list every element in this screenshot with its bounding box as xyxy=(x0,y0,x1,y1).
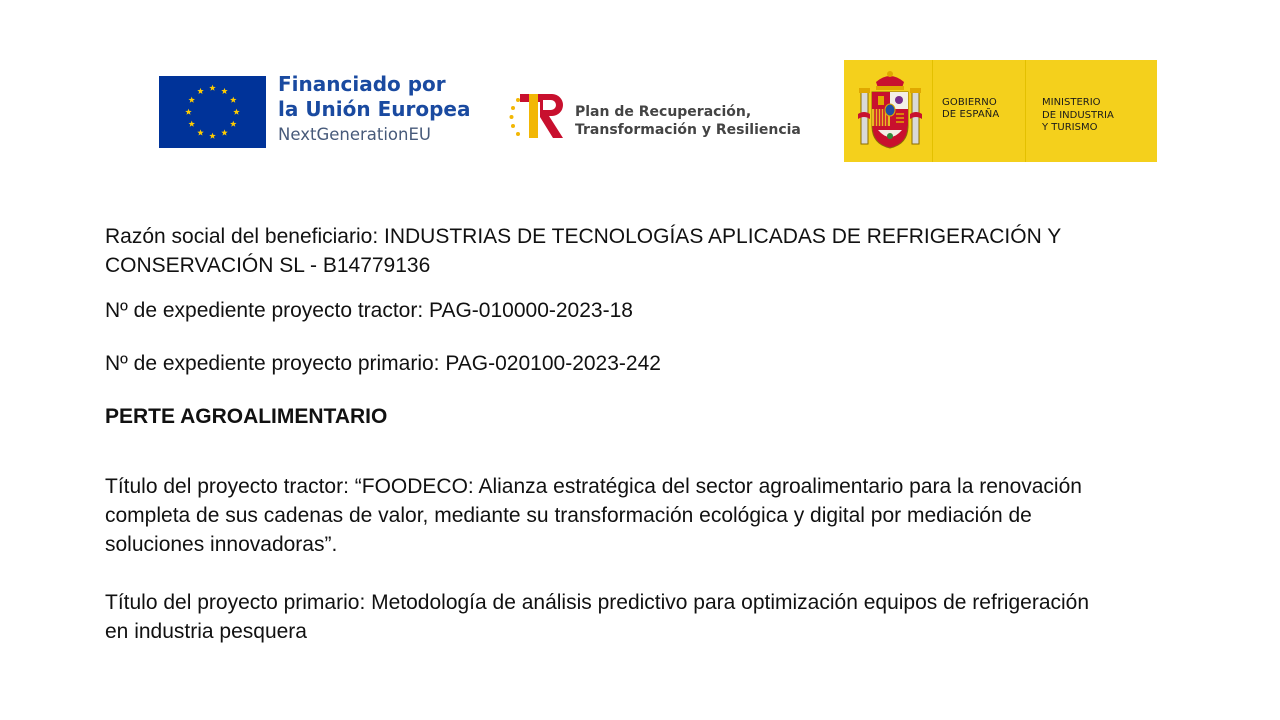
government-name xyxy=(942,97,999,121)
eu-star-icon xyxy=(230,121,236,127)
primary-project-title xyxy=(105,588,1215,646)
recovery-plan-logo xyxy=(509,90,809,144)
recovery-plan-line1: Plan de Recuperación, xyxy=(575,104,752,120)
primary-title-line2: en industria pesquera xyxy=(105,620,307,643)
eu-logo-text xyxy=(278,72,470,147)
tractor-file-number: Nº de expediente proyecto tractor: PAG-010000-2023-18 xyxy=(105,299,633,322)
tractor-title-line3: soluciones innovadoras”. xyxy=(105,533,338,556)
eu-star-icon xyxy=(197,88,203,94)
tractor-title-line2: completa de sus cadenas de valor, mediante su transformación ecológica y digital por mediación de xyxy=(105,504,1032,527)
ministry-name-line2: DE INDUSTRIA xyxy=(1042,109,1114,121)
ministry-name-line3: Y TURISMO xyxy=(1042,122,1098,133)
primary-file-number: Nº de expediente proyecto primario: PAG-020100-2023-242 xyxy=(105,352,661,375)
tractor-project-title xyxy=(105,472,1215,559)
eu-logo-line2: la Unión Europea xyxy=(278,97,471,121)
eu-star-icon xyxy=(221,129,227,135)
perte-heading: PERTE AGROALIMENTARIO xyxy=(105,405,388,428)
logo-divider xyxy=(1025,60,1026,162)
eu-funding-logo xyxy=(159,70,469,154)
eu-star-icon xyxy=(197,129,203,135)
government-name-line2: DE ESPAÑA xyxy=(942,109,1000,120)
eu-star-icon xyxy=(188,97,194,103)
beneficiary-line2: CONSERVACIÓN SL - B14779136 xyxy=(105,254,431,277)
eu-logo-line1: Financiado por xyxy=(278,72,446,96)
ministry-name xyxy=(1042,97,1114,135)
ministry-name-line1: MINISTERIO xyxy=(1042,97,1101,108)
eu-star-icon xyxy=(209,133,215,139)
recovery-plan-text xyxy=(575,103,801,139)
eu-star-icon xyxy=(230,97,236,103)
spain-government-logo xyxy=(844,60,1157,162)
government-name-line1: GOBIERNO xyxy=(942,97,997,108)
eu-star-icon xyxy=(209,85,215,91)
eu-logo-line3: NextGenerationEU xyxy=(278,125,431,144)
tractor-title-line1: Título del proyecto tractor: “FOODECO: Alianza estratégica del sector agroalimentario para la renovación xyxy=(105,475,1082,498)
eu-star-icon xyxy=(188,121,194,127)
eu-star-icon xyxy=(233,109,239,115)
eu-flag-icon xyxy=(159,76,266,148)
primary-title-line1: Título del proyecto primario: Metodología de análisis predictivo para optimización equipos de refrigeración xyxy=(105,591,1090,614)
coat-of-arms-icon xyxy=(858,68,922,159)
beneficiary-text xyxy=(105,222,1215,280)
eu-star-icon xyxy=(221,88,227,94)
project-info xyxy=(105,222,1215,646)
logo-divider xyxy=(932,60,933,162)
recovery-plan-line2: Transformación y Resiliencia xyxy=(575,122,801,138)
beneficiary-line1: Razón social del beneficiario: INDUSTRIAS DE TECNOLOGÍAS APLICADAS DE REFRIGERACIÓN Y xyxy=(105,225,1062,248)
recovery-plan-tr-icon xyxy=(509,90,571,149)
eu-star-icon xyxy=(185,109,191,115)
